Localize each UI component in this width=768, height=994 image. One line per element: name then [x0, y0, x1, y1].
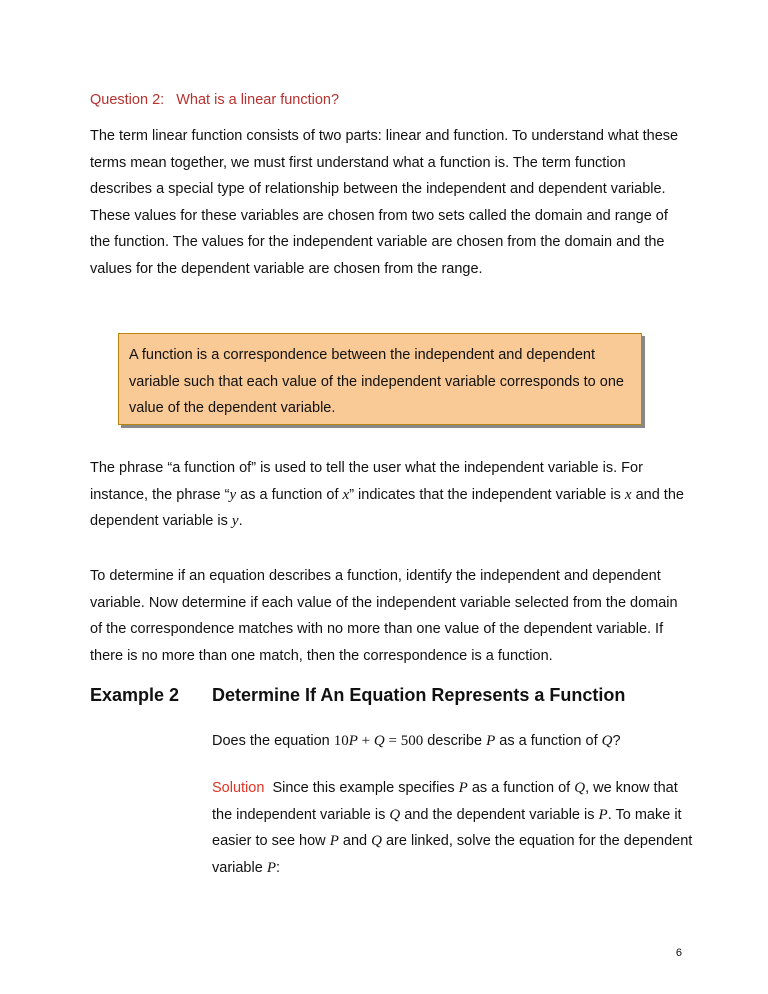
text-span: :: [275, 859, 281, 876]
determine-paragraph: To determine if an equation describes a function, identify the independent and dependent variable. Now determine if each value of the independent variable selected from the domain of the correspondence matches with no more than one value of the dependent variable. If there is no more than one match, then the correspondence is a function.: [90, 568, 678, 664]
text-span: are linked, solve the equation for the dependent variable: [212, 833, 693, 876]
text-span: as a function of: [467, 780, 575, 796]
math-variable: P: [458, 780, 468, 796]
math-variable: Q: [574, 780, 586, 796]
text-span: ” indicates that the independent variable is: [349, 486, 625, 503]
definition-box: [118, 333, 642, 425]
solution-label: Solution: [212, 780, 265, 796]
page-number: 6: [675, 947, 682, 959]
intro-paragraph: The term linear function consists of two parts: linear and function. To understand what these terms mean together, we must first understand what a function is. The term function describes a special type of relationship between the independent and dependent variable. These values for these variables are chosen from two sets called the domain and range of the function. The values for the independent variable are chosen from the domain and the values for the dependent variable are chosen from the range.: [90, 128, 679, 277]
text-span: and: [338, 833, 372, 850]
math-variable: P: [486, 733, 496, 749]
eq-operator: =: [384, 733, 401, 749]
equation: [334, 733, 423, 749]
math-variable: Q: [371, 833, 382, 850]
math-variable: P: [266, 859, 276, 876]
eq-variable: P: [348, 733, 358, 749]
example-label: Example 2: [90, 685, 180, 705]
math-variable: Q: [601, 733, 613, 749]
example-title: Determine If An Equation Represents a Function: [212, 685, 626, 705]
function-of-paragraph: [90, 455, 690, 535]
example-question: [212, 728, 692, 755]
text-span: Since this example specifies: [264, 780, 459, 796]
text-span: and the dependent variable is: [90, 486, 684, 530]
math-variable: P: [329, 833, 339, 850]
eq-variable: Q: [373, 733, 385, 749]
question-heading: Question 2: What is a linear function?: [90, 92, 340, 108]
text-span: and the dependent variable is: [400, 806, 599, 823]
text-span: . To make it easier to see how: [212, 806, 682, 850]
text-span: describe: [423, 733, 487, 749]
math-variable: Q: [389, 806, 401, 823]
text-span: Does the equation: [212, 733, 334, 749]
math-variable: y: [229, 486, 237, 503]
text-span: .: [238, 513, 243, 530]
text-span: The phrase “a function of” is used to tell the user what the independent variable is. For instance, the phrase “: [90, 460, 643, 503]
math-variable: y: [231, 513, 239, 530]
text-span: , we know that the independent variable is: [212, 780, 678, 823]
math-variable: x: [624, 486, 632, 503]
definition-text: A function is a correspondence between the independent and dependent variable such that each value of the independent variable corresponds to one value of the dependent variable.: [129, 347, 624, 417]
text-span: ?: [612, 733, 621, 749]
eq-number: 10: [333, 733, 349, 749]
eq-number: 500: [400, 733, 424, 749]
text-span: as a function of: [236, 486, 343, 503]
math-variable: P: [598, 806, 608, 823]
math-variable: x: [342, 486, 350, 503]
eq-operator: +: [357, 733, 374, 749]
solution-paragraph: [212, 775, 696, 881]
text-span: as a function of: [495, 733, 602, 749]
